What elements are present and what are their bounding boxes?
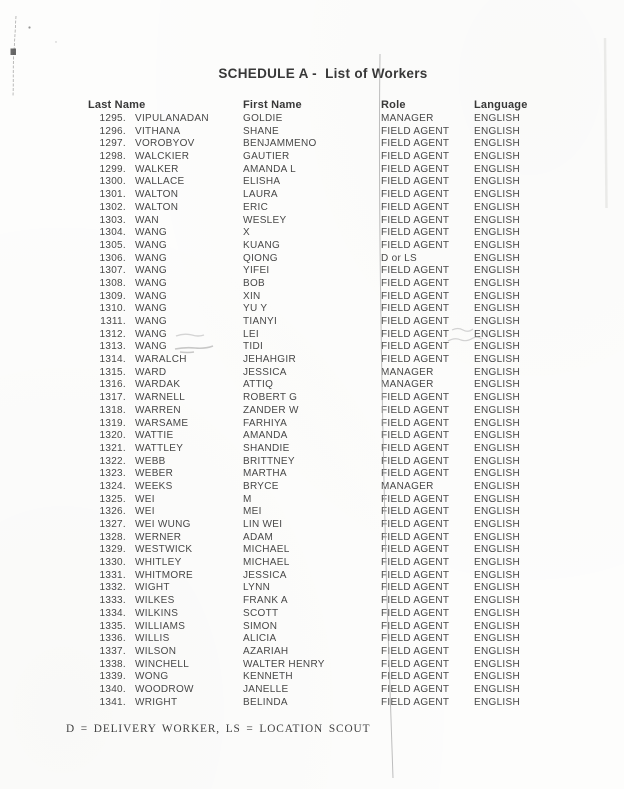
- table-row: [0, 189, 624, 202]
- table-row: [0, 595, 624, 608]
- last-name-cell: WARNELL: [135, 392, 186, 404]
- first-name-cell: JEHAHGIR: [243, 354, 296, 366]
- language-cell: ENGLISH: [474, 506, 521, 518]
- table-row: [0, 659, 624, 672]
- row-number-cell: 1325.: [99, 493, 126, 505]
- last-name-cell: WANG: [135, 328, 167, 340]
- row-number-cell: 1322.: [99, 455, 126, 467]
- last-name-cell: WINCHELL: [135, 658, 190, 670]
- first-name-cell: GAUTIER: [243, 151, 290, 163]
- role-cell: FIELD AGENT: [381, 455, 450, 467]
- role-cell: FIELD AGENT: [381, 620, 450, 632]
- first-name-cell: BENJAMMENO: [243, 138, 317, 150]
- table-row: [0, 126, 624, 139]
- role-cell: FIELD AGENT: [381, 557, 450, 569]
- role-cell: MANAGER: [381, 379, 434, 391]
- first-name-cell: JANELLE: [243, 683, 289, 695]
- row-number-cell: 1303.: [99, 214, 126, 226]
- last-name-cell: WEBER: [135, 468, 174, 480]
- last-name-cell: WESTWICK: [135, 544, 193, 556]
- first-name-cell: LAURA: [243, 189, 278, 201]
- last-name-cell: WANG: [135, 265, 167, 277]
- language-cell: ENGLISH: [474, 404, 521, 416]
- table-row: [0, 494, 624, 507]
- first-name-cell: ZANDER W: [243, 404, 299, 416]
- table-row: [0, 253, 624, 266]
- language-cell: ENGLISH: [474, 303, 521, 315]
- row-number-cell: 1297.: [99, 138, 126, 150]
- last-name-cell: WIGHT: [135, 582, 170, 594]
- last-name-cell: WILLIAMS: [135, 620, 186, 632]
- last-name-cell: WANG: [135, 303, 167, 315]
- role-cell: FIELD AGENT: [381, 468, 450, 480]
- first-name-cell: LYNN: [243, 582, 271, 594]
- table-row: [0, 557, 624, 570]
- language-cell: ENGLISH: [474, 290, 521, 302]
- last-name-cell: WILKINS: [135, 607, 179, 619]
- row-number-cell: 1340.: [99, 683, 126, 695]
- language-cell: ENGLISH: [474, 227, 521, 239]
- language-cell: ENGLISH: [474, 683, 521, 695]
- table-row: [0, 532, 624, 545]
- language-cell: ENGLISH: [474, 379, 521, 391]
- row-number-cell: 1333.: [99, 595, 126, 607]
- role-cell: FIELD AGENT: [381, 595, 450, 607]
- column-header-role: Role: [381, 99, 406, 111]
- first-name-cell: LIN WEI: [243, 519, 283, 530]
- row-number-cell: 1331.: [99, 569, 126, 581]
- role-cell: FIELD AGENT: [381, 189, 450, 201]
- role-cell: D or LS: [381, 252, 418, 264]
- column-header-language: Language: [474, 99, 528, 111]
- role-cell: FIELD AGENT: [381, 633, 450, 645]
- last-name-cell: WALTON: [135, 201, 179, 213]
- last-name-cell: WEI: [135, 506, 155, 518]
- first-name-cell: YIFEI: [243, 265, 270, 277]
- first-name-cell: BELINDA: [243, 696, 288, 708]
- last-name-cell: WARSAME: [135, 417, 189, 429]
- row-number-cell: 1315.: [99, 366, 126, 378]
- table-row: [0, 379, 624, 392]
- language-cell: ENGLISH: [474, 557, 521, 569]
- table-row: [0, 240, 624, 253]
- table-row: [0, 202, 624, 215]
- first-name-cell: JESSICA: [243, 366, 287, 378]
- first-name-cell: MEI: [243, 506, 262, 518]
- table-row: [0, 608, 624, 621]
- row-number-cell: 1332.: [99, 582, 126, 594]
- role-cell: FIELD AGENT: [381, 328, 450, 340]
- language-cell: ENGLISH: [474, 696, 521, 708]
- row-number-cell: 1336.: [99, 633, 126, 645]
- row-number-cell: 1313.: [99, 341, 126, 353]
- language-cell: ENGLISH: [474, 582, 521, 594]
- table-row: [0, 481, 624, 494]
- role-cell: FIELD AGENT: [381, 645, 450, 657]
- role-cell: FIELD AGENT: [381, 544, 450, 556]
- language-cell: ENGLISH: [474, 544, 521, 556]
- role-cell: FIELD AGENT: [381, 417, 450, 429]
- row-number-cell: 1320.: [99, 430, 126, 442]
- first-name-cell: ATTIQ: [243, 379, 274, 391]
- table-row: [0, 291, 624, 304]
- table-row: [0, 646, 624, 659]
- table-row: [0, 354, 624, 367]
- language-cell: ENGLISH: [474, 151, 521, 163]
- row-number-cell: 1330.: [99, 557, 126, 569]
- role-cell: FIELD AGENT: [381, 531, 450, 543]
- table-row: [0, 303, 624, 316]
- table-row: [0, 697, 624, 710]
- last-name-cell: WONG: [135, 671, 169, 683]
- first-name-cell: BRITTNEY: [243, 455, 295, 467]
- table-row: [0, 278, 624, 291]
- first-name-cell: ELISHA: [243, 176, 281, 188]
- first-name-cell: KENNETH: [243, 671, 293, 683]
- first-name-cell: SHANDIE: [243, 442, 290, 454]
- row-number-cell: 1295.: [99, 113, 126, 124]
- role-cell: FIELD AGENT: [381, 163, 450, 175]
- first-name-cell: BOB: [243, 277, 266, 289]
- row-number-cell: 1316.: [99, 379, 126, 391]
- row-number-cell: 1339.: [99, 671, 126, 683]
- table-row: [0, 367, 624, 380]
- role-cell: FIELD AGENT: [381, 201, 450, 213]
- table-row: [0, 430, 624, 443]
- language-cell: ENGLISH: [474, 392, 521, 404]
- role-cell: FIELD AGENT: [381, 138, 450, 150]
- table-row: [0, 671, 624, 684]
- row-number-cell: 1311.: [100, 316, 126, 327]
- role-cell: FIELD AGENT: [381, 430, 450, 442]
- first-name-cell: GOLDIE: [243, 113, 283, 124]
- row-number-cell: 1304.: [99, 227, 126, 239]
- last-name-cell: WARD: [135, 366, 167, 378]
- last-name-cell: WANG: [135, 277, 167, 289]
- language-cell: ENGLISH: [474, 480, 521, 492]
- last-name-cell: WANG: [135, 252, 167, 264]
- first-name-cell: SHANE: [243, 125, 279, 137]
- table-row: [0, 113, 624, 126]
- row-number-cell: 1301.: [99, 189, 126, 201]
- row-number-cell: 1326.: [99, 506, 126, 518]
- table-row: [0, 164, 624, 177]
- first-name-cell: ERIC: [243, 201, 269, 213]
- column-header-last-name: Last Name: [88, 99, 146, 111]
- table-row: [0, 215, 624, 228]
- last-name-cell: WANG: [135, 227, 167, 239]
- table-row: [0, 468, 624, 481]
- table-row: [0, 443, 624, 456]
- last-name-cell: WAN: [135, 214, 159, 226]
- language-cell: ENGLISH: [474, 430, 521, 442]
- role-cell: FIELD AGENT: [381, 569, 450, 581]
- row-number-cell: 1337.: [99, 645, 126, 657]
- first-name-cell: KUANG: [243, 239, 281, 251]
- language-cell: ENGLISH: [474, 354, 521, 366]
- table-row: [0, 544, 624, 557]
- table-row: [0, 316, 624, 329]
- language-cell: ENGLISH: [474, 328, 521, 340]
- row-number-cell: 1309.: [99, 290, 126, 302]
- row-number-cell: 1319.: [99, 417, 126, 429]
- first-name-cell: XIN: [243, 290, 261, 302]
- first-name-cell: X: [243, 227, 250, 239]
- page-title: SCHEDULE A - List of Workers: [218, 66, 428, 81]
- row-number-cell: 1329.: [99, 544, 126, 556]
- table-row: [0, 138, 624, 151]
- table-row: [0, 392, 624, 405]
- role-cell: FIELD AGENT: [381, 176, 450, 188]
- language-cell: ENGLISH: [474, 125, 521, 137]
- row-number-cell: 1321.: [99, 442, 126, 454]
- role-cell: FIELD AGENT: [381, 227, 450, 239]
- language-cell: ENGLISH: [474, 341, 521, 353]
- first-name-cell: WALTER HENRY: [243, 658, 325, 670]
- first-name-cell: SCOTT: [243, 607, 279, 619]
- role-cell: MANAGER: [381, 366, 434, 378]
- row-number-cell: 1317.: [99, 392, 126, 404]
- row-number-cell: 1328.: [99, 531, 126, 543]
- role-cell: FIELD AGENT: [381, 277, 450, 289]
- language-cell: ENGLISH: [474, 239, 521, 251]
- first-name-cell: MICHAEL: [243, 557, 290, 569]
- last-name-cell: WALTON: [135, 189, 179, 201]
- language-cell: ENGLISH: [474, 645, 521, 657]
- row-number-cell: 1308.: [99, 277, 126, 289]
- role-cell: FIELD AGENT: [381, 671, 450, 683]
- language-cell: ENGLISH: [474, 607, 521, 619]
- last-name-cell: VOROBYOV: [135, 138, 195, 150]
- role-cell: FIELD AGENT: [381, 519, 450, 530]
- role-cell: FIELD AGENT: [381, 316, 450, 327]
- table-row: [0, 151, 624, 164]
- last-name-cell: WARALCH: [135, 354, 187, 366]
- table-row: [0, 621, 624, 634]
- role-cell: FIELD AGENT: [381, 658, 450, 670]
- role-cell: FIELD AGENT: [381, 265, 450, 277]
- role-cell: FIELD AGENT: [381, 341, 450, 353]
- table-row: [0, 227, 624, 240]
- table-row: [0, 418, 624, 431]
- language-cell: ENGLISH: [474, 468, 521, 480]
- first-name-cell: FRANK A: [243, 595, 288, 607]
- first-name-cell: AMANDA L: [243, 163, 296, 175]
- language-cell: ENGLISH: [474, 138, 521, 150]
- language-cell: ENGLISH: [474, 493, 521, 505]
- table-row: [0, 684, 624, 697]
- row-number-cell: 1327.: [99, 519, 126, 530]
- row-number-cell: 1306.: [99, 252, 126, 264]
- last-name-cell: WATTLEY: [135, 442, 184, 454]
- role-cell: FIELD AGENT: [381, 493, 450, 505]
- language-cell: ENGLISH: [474, 417, 521, 429]
- last-name-cell: VIPULANADAN: [135, 113, 209, 124]
- first-name-cell: MICHAEL: [243, 544, 290, 556]
- last-name-cell: WHITLEY: [135, 557, 182, 569]
- row-number-cell: 1314.: [99, 354, 126, 366]
- language-cell: ENGLISH: [474, 519, 521, 530]
- language-cell: ENGLISH: [474, 671, 521, 683]
- last-name-cell: WALKER: [135, 163, 179, 175]
- first-name-cell: MARTHA: [243, 468, 287, 480]
- row-number-cell: 1296.: [99, 125, 126, 137]
- last-name-cell: WEI: [135, 493, 155, 505]
- first-name-cell: ROBERT G: [243, 392, 298, 404]
- row-number-cell: 1334.: [99, 607, 126, 619]
- row-number-cell: 1310.: [99, 303, 126, 315]
- role-cell: FIELD AGENT: [381, 392, 450, 404]
- first-name-cell: ADAM: [243, 531, 274, 543]
- role-cell: FIELD AGENT: [381, 354, 450, 366]
- table-row: [0, 341, 624, 354]
- role-cell: FIELD AGENT: [381, 303, 450, 315]
- last-name-cell: VITHANA: [135, 125, 181, 137]
- role-cell: FIELD AGENT: [381, 125, 450, 137]
- role-cell: FIELD AGENT: [381, 696, 450, 708]
- role-cell: MANAGER: [381, 113, 434, 124]
- row-number-cell: 1300.: [99, 176, 126, 188]
- role-cell: FIELD AGENT: [381, 290, 450, 302]
- first-name-cell: ALICIA: [243, 633, 277, 645]
- first-name-cell: TIANYI: [243, 316, 278, 327]
- last-name-cell: WEI WUNG: [135, 519, 191, 530]
- language-cell: ENGLISH: [474, 442, 521, 454]
- row-number-cell: 1299.: [99, 163, 126, 175]
- role-cell: FIELD AGENT: [381, 442, 450, 454]
- first-name-cell: WESLEY: [243, 214, 287, 226]
- table-header-row: [0, 99, 624, 112]
- language-cell: ENGLISH: [474, 620, 521, 632]
- language-cell: ENGLISH: [474, 252, 521, 264]
- language-cell: ENGLISH: [474, 531, 521, 543]
- first-name-cell: AMANDA: [243, 430, 288, 442]
- table-row: [0, 633, 624, 646]
- table-row: [0, 519, 624, 532]
- first-name-cell: FARHIYA: [243, 417, 288, 429]
- language-cell: ENGLISH: [474, 189, 521, 201]
- table-row: [0, 265, 624, 278]
- table-row: [0, 506, 624, 519]
- last-name-cell: WRIGHT: [135, 696, 178, 708]
- language-cell: ENGLISH: [474, 214, 521, 226]
- last-name-cell: WATTIE: [135, 430, 174, 442]
- first-name-cell: BRYCE: [243, 480, 279, 492]
- column-header-first-name: First Name: [243, 99, 302, 111]
- table-rows: [0, 113, 624, 709]
- last-name-cell: WALLACE: [135, 176, 185, 188]
- language-cell: ENGLISH: [474, 595, 521, 607]
- language-cell: ENGLISH: [474, 163, 521, 175]
- table-row: [0, 582, 624, 595]
- first-name-cell: TIDI: [243, 341, 264, 353]
- row-number-cell: 1341.: [99, 696, 126, 708]
- table-row: [0, 176, 624, 189]
- row-number-cell: 1312.: [99, 328, 126, 340]
- language-cell: ENGLISH: [474, 265, 521, 277]
- language-cell: ENGLISH: [474, 316, 521, 327]
- first-name-cell: LEI: [243, 328, 259, 340]
- first-name-cell: YU Y: [243, 303, 268, 315]
- row-number-cell: 1324.: [99, 480, 126, 492]
- role-cell: FIELD AGENT: [381, 582, 450, 594]
- last-name-cell: WILSON: [135, 645, 177, 657]
- last-name-cell: WILKES: [135, 595, 175, 607]
- first-name-cell: JESSICA: [243, 569, 287, 581]
- language-cell: ENGLISH: [474, 176, 521, 188]
- last-name-cell: WANG: [135, 316, 167, 327]
- language-cell: ENGLISH: [474, 201, 521, 213]
- language-cell: ENGLISH: [474, 277, 521, 289]
- role-cell: FIELD AGENT: [381, 404, 450, 416]
- role-cell: FIELD AGENT: [381, 239, 450, 251]
- last-name-cell: WEBB: [135, 455, 166, 467]
- role-cell: FIELD AGENT: [381, 506, 450, 518]
- table-row: [0, 405, 624, 418]
- language-cell: ENGLISH: [474, 633, 521, 645]
- role-cell: FIELD AGENT: [381, 683, 450, 695]
- last-name-cell: WANG: [135, 290, 167, 302]
- language-cell: ENGLISH: [474, 455, 521, 467]
- language-cell: ENGLISH: [474, 569, 521, 581]
- first-name-cell: M: [243, 493, 252, 505]
- language-cell: ENGLISH: [474, 366, 521, 378]
- last-name-cell: WHITMORE: [135, 569, 193, 581]
- last-name-cell: WANG: [135, 239, 167, 251]
- row-number-cell: 1298.: [99, 151, 126, 163]
- table-row: [0, 329, 624, 342]
- language-cell: ENGLISH: [474, 113, 521, 124]
- row-number-cell: 1305.: [99, 239, 126, 251]
- role-cell: MANAGER: [381, 480, 434, 492]
- first-name-cell: QIONG: [243, 252, 278, 264]
- role-cell: FIELD AGENT: [381, 607, 450, 619]
- role-cell: FIELD AGENT: [381, 214, 450, 226]
- row-number-cell: 1335.: [99, 620, 126, 632]
- role-cell: FIELD AGENT: [381, 151, 450, 163]
- first-name-cell: AZARIAH: [243, 645, 289, 657]
- last-name-cell: WEEKS: [135, 480, 173, 492]
- legend-footnote: D = DELIVERY WORKER, LS = LOCATION SCOUT: [66, 723, 371, 735]
- last-name-cell: WANG: [135, 341, 167, 353]
- first-name-cell: SIMON: [243, 620, 278, 632]
- last-name-cell: WOODROW: [135, 683, 194, 695]
- last-name-cell: WARREN: [135, 404, 181, 416]
- last-name-cell: WERNER: [135, 531, 182, 543]
- last-name-cell: WARDAK: [135, 379, 181, 391]
- table-row: [0, 570, 624, 583]
- row-number-cell: 1307.: [99, 265, 126, 277]
- last-name-cell: WALCKIER: [135, 151, 190, 163]
- row-number-cell: 1302.: [99, 201, 126, 213]
- row-number-cell: 1323.: [99, 468, 126, 480]
- row-number-cell: 1338.: [99, 658, 126, 670]
- table-row: [0, 456, 624, 469]
- row-number-cell: 1318.: [99, 404, 126, 416]
- last-name-cell: WILLIS: [135, 633, 170, 645]
- language-cell: ENGLISH: [474, 658, 521, 670]
